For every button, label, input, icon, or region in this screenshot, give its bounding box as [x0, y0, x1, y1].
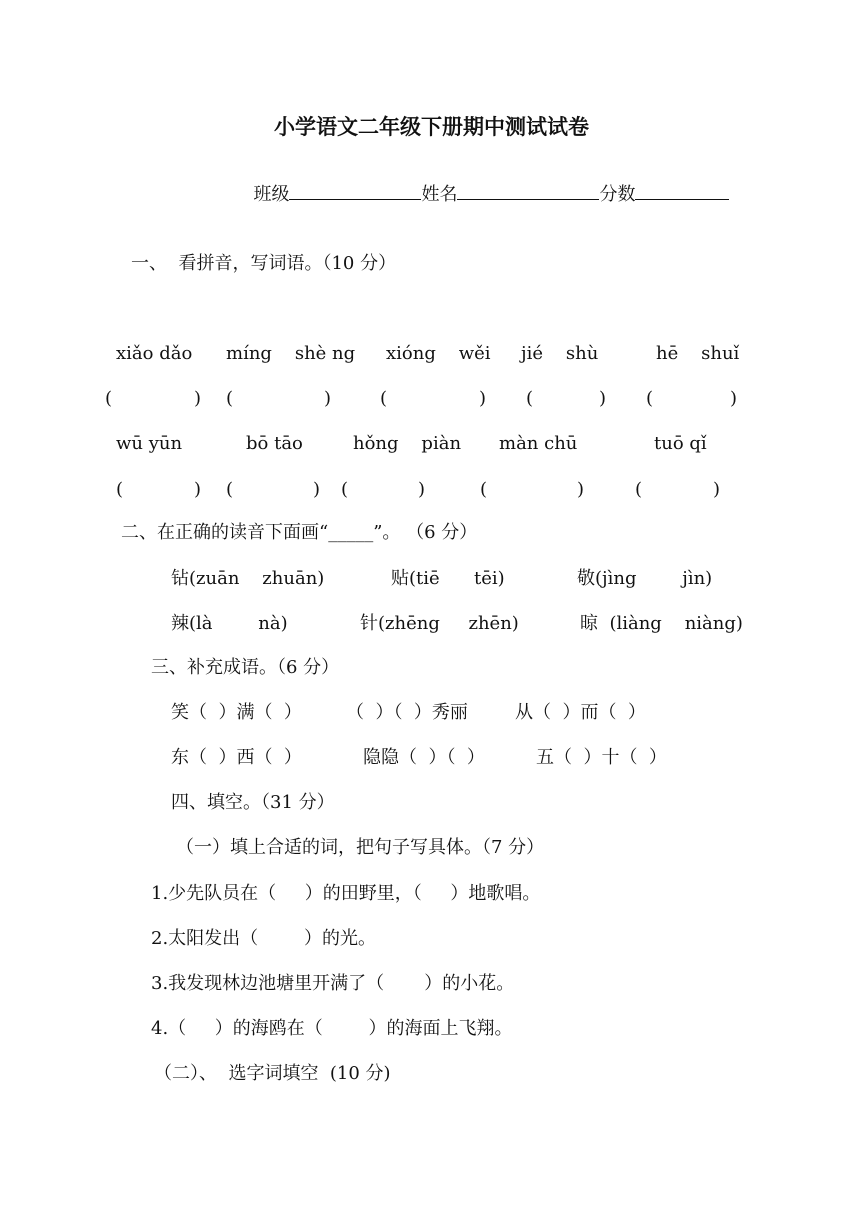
answer-paren-close: ): [599, 388, 607, 409]
section-3-heading: 三、补充成语。（6 分）: [151, 657, 340, 678]
exam-title: 小学语文二年级下册期中测试试卷: [274, 114, 589, 139]
pinyin-item: tuō qǐ: [654, 433, 707, 454]
answer-paren-close: ): [730, 388, 738, 409]
pinyin-item: wū yūn: [116, 433, 183, 454]
answer-paren-close: ): [194, 479, 202, 500]
pronunciation-item: 钻(zuān zhuān): [171, 568, 325, 589]
answer-paren-open: (: [105, 388, 113, 409]
pronunciation-item: 晾 (liàng niàng): [580, 613, 743, 634]
section-4-heading: 四、填空。（31 分）: [171, 792, 335, 813]
score-blank: [635, 183, 729, 200]
pinyin-item: jié shù: [521, 343, 599, 364]
question-3: 3.我发现林边池塘里开满了（ ）的小花。: [151, 973, 515, 994]
pinyin-item: hǒng piàn: [353, 433, 462, 454]
section-1-heading: 一、 看拼音，写词语。（10 分）: [131, 253, 397, 274]
answer-paren-close: ): [418, 479, 426, 500]
answer-paren-open: (: [635, 479, 643, 500]
pinyin-item: bō tāo: [246, 433, 303, 454]
answer-paren-close: ): [577, 479, 585, 500]
question-1: 1.少先队员在（ ）的田野里，（ ）地歌唱。: [151, 883, 541, 904]
pronunciation-item: 贴(tiē tēi): [391, 568, 505, 589]
subsection-2-heading: （二）、 选字词填空 (10 分): [154, 1063, 391, 1084]
question-2: 2.太阳发出（ ）的光。: [151, 928, 376, 949]
answer-paren-close: ): [713, 479, 721, 500]
subsection-1-heading: （一）填上合适的词，把句子写具体。（7 分）: [176, 837, 545, 858]
name-label: 姓名: [421, 184, 458, 205]
pinyin-item: hē shuǐ: [656, 343, 740, 364]
answer-paren-close: ): [313, 479, 321, 500]
score-label: 分数: [599, 184, 636, 205]
pinyin-item: míng shè ng: [226, 343, 356, 364]
idiom-item: 从（ ）而（ ）: [515, 702, 646, 723]
answer-paren-open: (: [116, 479, 124, 500]
idiom-item: 笑（ ）满（ ）: [171, 702, 302, 723]
idiom-item: 五（ ）十（ ）: [536, 747, 667, 768]
section-2-heading: 二、在正确的读音下面画“_____”。 （6 分）: [121, 522, 478, 543]
pronunciation-item: 敬(jìng jìn): [577, 568, 713, 589]
answer-paren-open: (: [226, 388, 234, 409]
answer-paren-open: (: [341, 479, 349, 500]
pinyin-item: xióng wěi: [386, 343, 491, 364]
answer-paren-close: ): [479, 388, 487, 409]
pinyin-item: xiǎo dǎo: [116, 343, 193, 364]
pronunciation-item: 针(zhēng zhēn): [360, 613, 519, 634]
pinyin-item: màn chū: [499, 433, 578, 454]
class-blank: [289, 183, 421, 200]
answer-paren-close: ): [194, 388, 202, 409]
pronunciation-item: 辣(là nà): [171, 613, 288, 634]
answer-paren-open: (: [226, 479, 234, 500]
answer-paren-open: (: [380, 388, 388, 409]
idiom-item: 隐隐（ ）（ ）: [363, 747, 485, 768]
idiom-item: 东（ ）西（ ）: [171, 747, 302, 768]
answer-paren-close: ): [324, 388, 332, 409]
answer-paren-open: (: [526, 388, 534, 409]
idiom-item: （ ）（ ）秀丽: [346, 702, 468, 723]
class-label: 班级: [253, 184, 290, 205]
answer-paren-open: (: [480, 479, 488, 500]
student-info-line: [242, 161, 729, 206]
question-4: 4.（ ）的海鸥在（ ）的海面上飞翔。: [151, 1018, 513, 1039]
answer-paren-open: (: [646, 388, 654, 409]
name-blank: [457, 183, 599, 200]
